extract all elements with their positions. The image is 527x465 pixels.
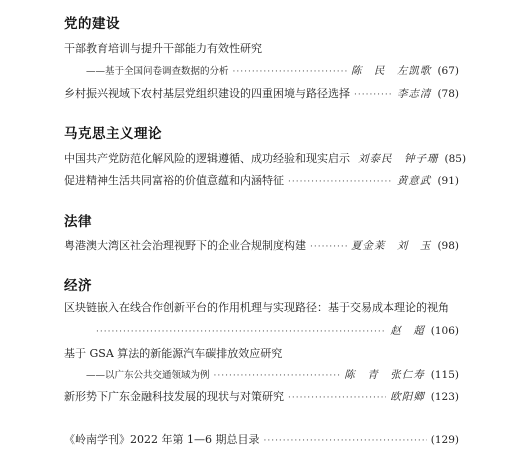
toc-entry[interactable] [64, 172, 459, 188]
leader-dots [288, 393, 386, 403]
toc-entry[interactable] [64, 388, 459, 404]
entry-author: 陈 民 左凯歌 [350, 65, 432, 77]
leader-dots [214, 371, 341, 381]
entry-page: (123) [430, 391, 459, 403]
leader-dots [96, 327, 386, 337]
entry-page: (106) [430, 325, 459, 337]
entry-page: (91) [437, 175, 459, 187]
entry-page: (67) [437, 65, 459, 77]
entry-author: 夏金莱 刘 玉 [350, 240, 432, 252]
section-title-economy: 经济 [64, 278, 92, 294]
leader-dots [263, 436, 426, 446]
section-title-law: 法律 [64, 214, 92, 230]
section-title-party-building: 党的建设 [64, 16, 120, 32]
entry-page: (129) [430, 434, 459, 446]
entry-subtitle: ——以广东公共交通领域为例 [86, 370, 210, 381]
leader-dots [233, 67, 347, 77]
toc-entry[interactable] [86, 367, 459, 382]
entry-author: 刘泰民 钟子珊 [358, 153, 439, 165]
entry-author: 黄意武 [396, 175, 432, 187]
entry-page: (85) [444, 153, 467, 165]
entry-title: 《岭南学刊》2022 年第 1—6 期总目录 [64, 433, 260, 446]
entry-page: (78) [437, 88, 459, 100]
entry-title: 干部教育培训与提升干部能力有效性研究 [64, 42, 262, 55]
toc-entry[interactable] [64, 40, 459, 56]
toc-entry[interactable] [64, 85, 459, 101]
toc-entry[interactable] [64, 299, 459, 315]
section-title-marxism: 马克思主义理论 [64, 126, 162, 142]
leader-dots [354, 90, 393, 100]
entry-title: 促进精神生活共同富裕的价值意蕴和内涵特征 [64, 174, 284, 187]
entry-author: 陈 青 张仁寿 [344, 369, 425, 381]
toc-entry[interactable] [92, 323, 459, 338]
entry-title: 乡村振兴视域下农村基层党组织建设的四重困境与路径选择 [64, 87, 350, 100]
leader-dots [310, 242, 347, 252]
entry-page: (115) [430, 369, 459, 381]
toc-entry[interactable] [64, 150, 467, 166]
entry-title: 中国共产党防范化解风险的逻辑遵循、成功经验和现实启示 [64, 152, 350, 165]
entry-author: 欧阳卿 [390, 391, 425, 403]
entry-author: 赵 超 [390, 325, 425, 337]
entry-subtitle: ——基于全国问卷调查数据的分析 [86, 66, 229, 77]
entry-page: (98) [437, 240, 459, 252]
entry-title: 新形势下广东金融科技发展的现状与对策研究 [64, 390, 284, 403]
toc-entry[interactable] [64, 345, 459, 361]
entry-title: 基于 GSA 算法的新能源汽车碳排放效应研究 [64, 347, 283, 360]
toc-entry-annual-index[interactable] [64, 431, 459, 447]
entry-title: 粤港澳大湾区社会治理视野下的企业合规制度构建 [64, 239, 306, 252]
entry-author: 李志清 [396, 88, 432, 100]
leader-dots [288, 177, 393, 187]
entry-title: 区块链嵌入在线合作创新平台的作用机理与实现路径：基于交易成本理论的视角 [64, 301, 449, 314]
toc-entry[interactable] [86, 63, 459, 78]
toc-entry[interactable] [64, 237, 459, 253]
